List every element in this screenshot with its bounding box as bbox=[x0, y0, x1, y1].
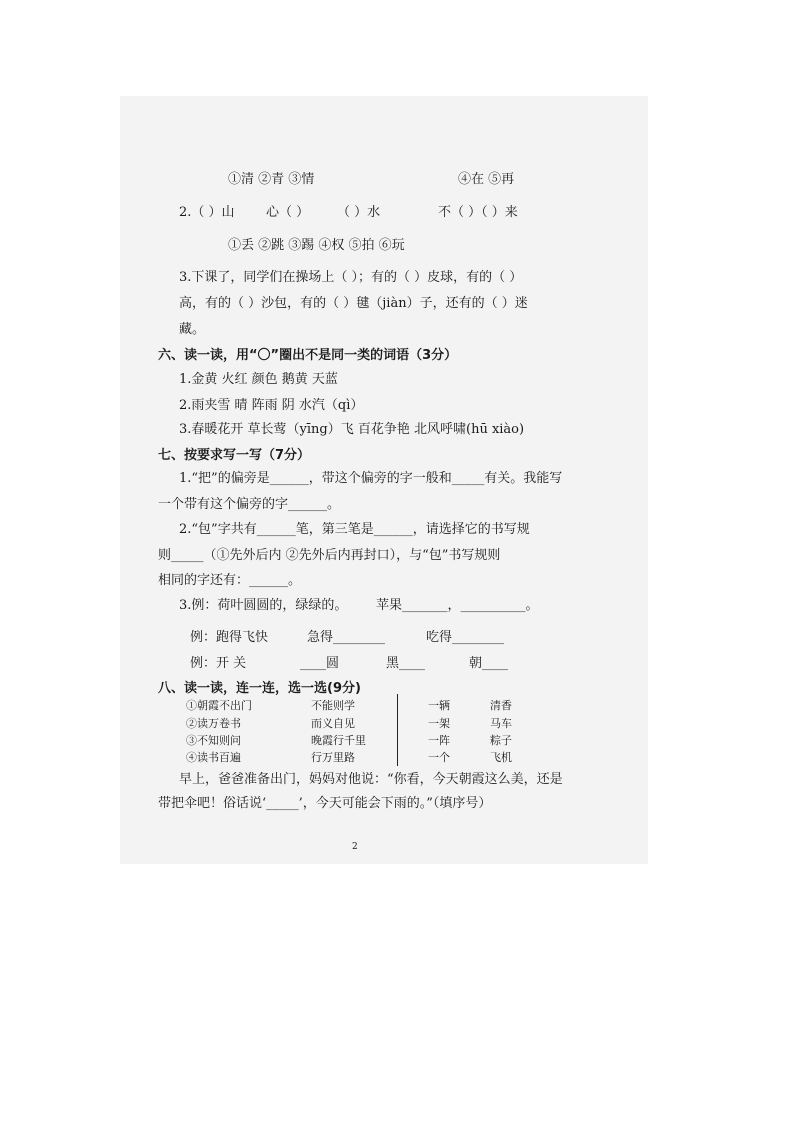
s7-q3-example-2: 例：跑得飞快 bbox=[190, 630, 269, 645]
match-mid-2: 而义自见 bbox=[311, 717, 355, 730]
s7-q2-line-1: 2.“包”字共有______笔，第三笔是______，请选择它的书写规 bbox=[179, 522, 530, 537]
section-7-heading: 七、按要求写一写（7分） bbox=[158, 448, 311, 463]
section-8-heading: 八、读一读，连一连，选一选(9分) bbox=[158, 681, 361, 696]
q3-line-3: 藏。 bbox=[179, 322, 206, 337]
s7-q2-line-2: 则_____（①先外后内 ②先外后内再封口），与“包”书写规则 bbox=[158, 548, 501, 563]
s7-q3-example: 3.例：荷叶圆圆的，绿绿的。 bbox=[179, 598, 348, 613]
match-noun-4: 飞机 bbox=[490, 751, 512, 764]
s7-q3-blank-hei: 黑____ bbox=[386, 656, 426, 671]
s7-q3-blank-yuan: ____圆 bbox=[300, 656, 340, 671]
q3-line-1: 3.下课了，同学们在操场上（ ）；有的（ ）皮球，有的（ ） bbox=[179, 270, 523, 285]
s7-q1-line-1: 1.“把”的偏旁是______，带这个偏旁的字一般和_____有关。我能写 bbox=[179, 471, 563, 486]
s6-row-3: 3.春暖花开 草长莺（yīng）飞 百花争艳 北风呼啸(hū xiào) bbox=[179, 422, 525, 437]
q2-blank-d: 不（ ）（ ）来 bbox=[438, 205, 518, 220]
options-line-2: ④在 ⑤再 bbox=[458, 172, 515, 187]
options-line-1: ①清 ②青 ③情 bbox=[228, 172, 315, 187]
s7-q2-line-3: 相同的字还有：______。 bbox=[158, 573, 302, 588]
verb-options: ①丢 ②跳 ③踢 ④权 ⑤拍 ⑥玩 bbox=[228, 238, 405, 253]
q3-line-2: 高，有的（ ）沙包，有的（ ）毽（jiàn）子，还有的（ ）迷 bbox=[179, 296, 528, 311]
q2-blank-a: 2.（ ）山 bbox=[179, 205, 235, 220]
match-noun-2: 马车 bbox=[490, 717, 512, 730]
s8-passage-line-1: 早上，爸爸准备出门，妈妈对他说：“你看，今天朝霞这么美，还是 bbox=[179, 772, 563, 787]
match-qty-3: 一阵 bbox=[428, 734, 450, 747]
s6-row-1: 1.金黄 火红 颜色 鹅黄 天蓝 bbox=[179, 372, 338, 387]
s7-q3-example-3: 例：开 关 bbox=[190, 656, 247, 671]
match-mid-1: 不能则学 bbox=[311, 699, 355, 712]
match-left-3: ③不知则问 bbox=[186, 734, 241, 747]
section-divider bbox=[397, 694, 398, 766]
match-left-1: ①朝霞不出门 bbox=[186, 699, 252, 712]
match-left-2: ②读万卷书 bbox=[186, 717, 241, 730]
s6-row-2: 2.雨夹雪 晴 阵雨 阴 水汽（qì） bbox=[179, 398, 364, 413]
match-left-4: ④读书百遍 bbox=[186, 751, 241, 764]
match-qty-1: 一辆 bbox=[428, 699, 450, 712]
match-noun-1: 清香 bbox=[490, 699, 512, 712]
match-qty-2: 一架 bbox=[428, 717, 450, 730]
s8-passage-line-2: 带把伞吧！俗话说‘_____’，今天可能会下雨的。”（填序号） bbox=[158, 796, 492, 811]
match-mid-4: 行万里路 bbox=[311, 751, 355, 764]
section-6-heading: 六、读一读，用“〇”圈出不是同一类的词语（3分） bbox=[158, 348, 458, 363]
s7-q3-blank-ji: 急得________ bbox=[307, 630, 386, 645]
s7-q3-blank-zhao: 朝____ bbox=[469, 656, 509, 671]
s7-q1-line-2: 一个带有这个偏旁的字______。 bbox=[158, 497, 341, 512]
q2-blank-c: （ ）水 bbox=[337, 205, 381, 220]
s7-q3-blank-chi: 吃得________ bbox=[426, 630, 505, 645]
match-mid-3: 晚霞行千里 bbox=[311, 734, 366, 747]
q2-blank-b: 心（ ） bbox=[266, 205, 310, 220]
match-qty-4: 一个 bbox=[428, 751, 450, 764]
s7-q3-apple: 苹果_______，__________。 bbox=[376, 598, 539, 613]
match-noun-3: 粽子 bbox=[490, 734, 512, 747]
page-number: 2 bbox=[352, 842, 358, 852]
